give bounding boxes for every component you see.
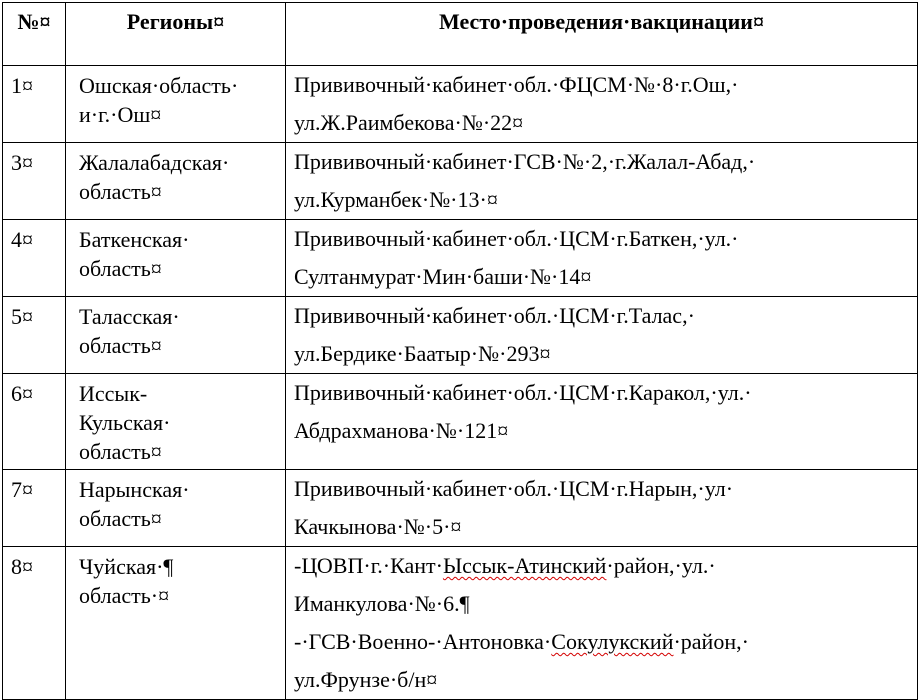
place-line: Иманкулова·№·6.¶ — [294, 591, 470, 616]
place-cell — [286, 547, 918, 700]
region-text — [66, 66, 285, 129]
table-row — [3, 66, 918, 143]
place-text — [286, 143, 917, 219]
place-line: Прививочный·кабинет·обл.·ЦСМ·г.Нарын,·ул· — [294, 476, 734, 501]
place-cell — [286, 66, 918, 143]
header-number: №¤ — [3, 3, 66, 66]
region-line: Кульская· — [79, 410, 171, 435]
vaccination-sites-table — [2, 2, 918, 700]
region-cell — [66, 220, 286, 297]
row-number: 6¤ — [11, 381, 33, 406]
row-number-cell — [3, 66, 66, 143]
place-text — [286, 547, 917, 699]
region-cell — [66, 547, 286, 700]
place-text — [286, 66, 917, 142]
region-text — [66, 470, 285, 533]
region-line: Ошская·область· — [79, 73, 239, 98]
row-number: 4¤ — [11, 227, 33, 252]
place-line: Султанмурат·Мин·баши·№·14¤ — [294, 264, 592, 289]
table-row — [3, 220, 918, 297]
row-number-cell — [3, 143, 66, 220]
table-row — [3, 547, 918, 700]
region-line: область¤ — [79, 256, 162, 281]
place-line: ул.Курманбек·№·13·¤ — [294, 187, 498, 212]
region-cell — [66, 470, 286, 547]
place-line — [294, 623, 915, 661]
place-line: Абдрахманова·№·121¤ — [294, 418, 509, 443]
row-number-cell — [3, 374, 66, 470]
place-line: Прививочный·кабинет·обл.·ФЦСМ·№·8·г.Ош,· — [294, 72, 739, 97]
place-cell — [286, 297, 918, 374]
place-line: ул.Ж.Раимбекова·№·22¤ — [294, 110, 524, 135]
region-text — [66, 143, 285, 206]
place-cell — [286, 220, 918, 297]
place-segment: -·ГСВ·Военно-·Антоновка· — [294, 629, 552, 654]
place-cell — [286, 143, 918, 220]
place-line: Прививочный·кабинет·обл.·ЦСМ·г.Каракол,·ул.· — [294, 380, 752, 405]
region-line: Нарынская· — [79, 477, 190, 502]
region-text — [66, 297, 285, 360]
region-cell — [66, 374, 286, 470]
region-line: Жалалабадская· — [79, 150, 230, 175]
place-line: Прививочный·кабинет·ГСВ·№·2,·г.Жалал-Абад,· — [294, 149, 756, 174]
region-text — [66, 220, 285, 283]
region-cell — [66, 297, 286, 374]
region-line: область¤ — [79, 179, 162, 204]
place-text — [286, 297, 917, 373]
table-row — [3, 297, 918, 374]
table-row — [3, 470, 918, 547]
region-text — [66, 547, 285, 610]
region-line: Баткенская· — [79, 227, 190, 252]
place-segment: -ЦОВП·г.·Кант· — [294, 553, 443, 578]
place-segment: ·район,· — [673, 629, 749, 654]
region-line: Таласская· — [79, 304, 180, 329]
place-line: ул.Фрунзе·б/н¤ — [294, 667, 438, 692]
region-cell — [66, 143, 286, 220]
place-line: ул.Бердике·Баатыр·№·293¤ — [294, 341, 551, 366]
row-number: 1¤ — [11, 73, 33, 98]
region-line: Чуйская·¶ — [79, 554, 174, 579]
place-line — [294, 547, 915, 585]
table-row — [3, 374, 918, 470]
place-text — [286, 470, 917, 546]
row-number-cell — [3, 547, 66, 700]
spellcheck-flagged-word: Сокулукский — [551, 629, 674, 654]
row-number: 3¤ — [11, 150, 33, 175]
region-line: область¤ — [79, 506, 162, 531]
place-line: Прививочный·кабинет·обл.·ЦСМ·г.Баткен,·ул.· — [294, 226, 739, 251]
table-header-row — [3, 3, 918, 66]
table-row — [3, 143, 918, 220]
region-text — [66, 374, 285, 466]
row-number-cell — [3, 297, 66, 374]
region-line: область·¤ — [79, 583, 170, 608]
place-cell — [286, 470, 918, 547]
place-line: Прививочный·кабинет·обл.·ЦСМ·г.Талас,· — [294, 303, 695, 328]
place-text — [286, 220, 917, 296]
spellcheck-flagged-word: Ысcык-Атинский — [442, 553, 607, 578]
row-number: 5¤ — [11, 304, 33, 329]
row-number-cell — [3, 470, 66, 547]
header-regions: Регионы¤ — [66, 3, 286, 66]
row-number: 7¤ — [11, 477, 33, 502]
place-segment: ·район,·ул.· — [606, 553, 716, 578]
region-line: область¤ — [79, 333, 162, 358]
place-text — [286, 374, 917, 450]
region-cell — [66, 66, 286, 143]
row-number: 8¤ — [11, 554, 33, 579]
region-line: Иссык- — [79, 381, 148, 406]
place-cell — [286, 374, 918, 470]
region-line: область¤ — [79, 439, 162, 464]
header-place: Место·проведения·вакцинации¤ — [286, 3, 918, 66]
place-line: Качкынова·№·5·¤ — [294, 514, 462, 539]
region-line: и·г.·Ош¤ — [79, 102, 162, 127]
row-number-cell — [3, 220, 66, 297]
